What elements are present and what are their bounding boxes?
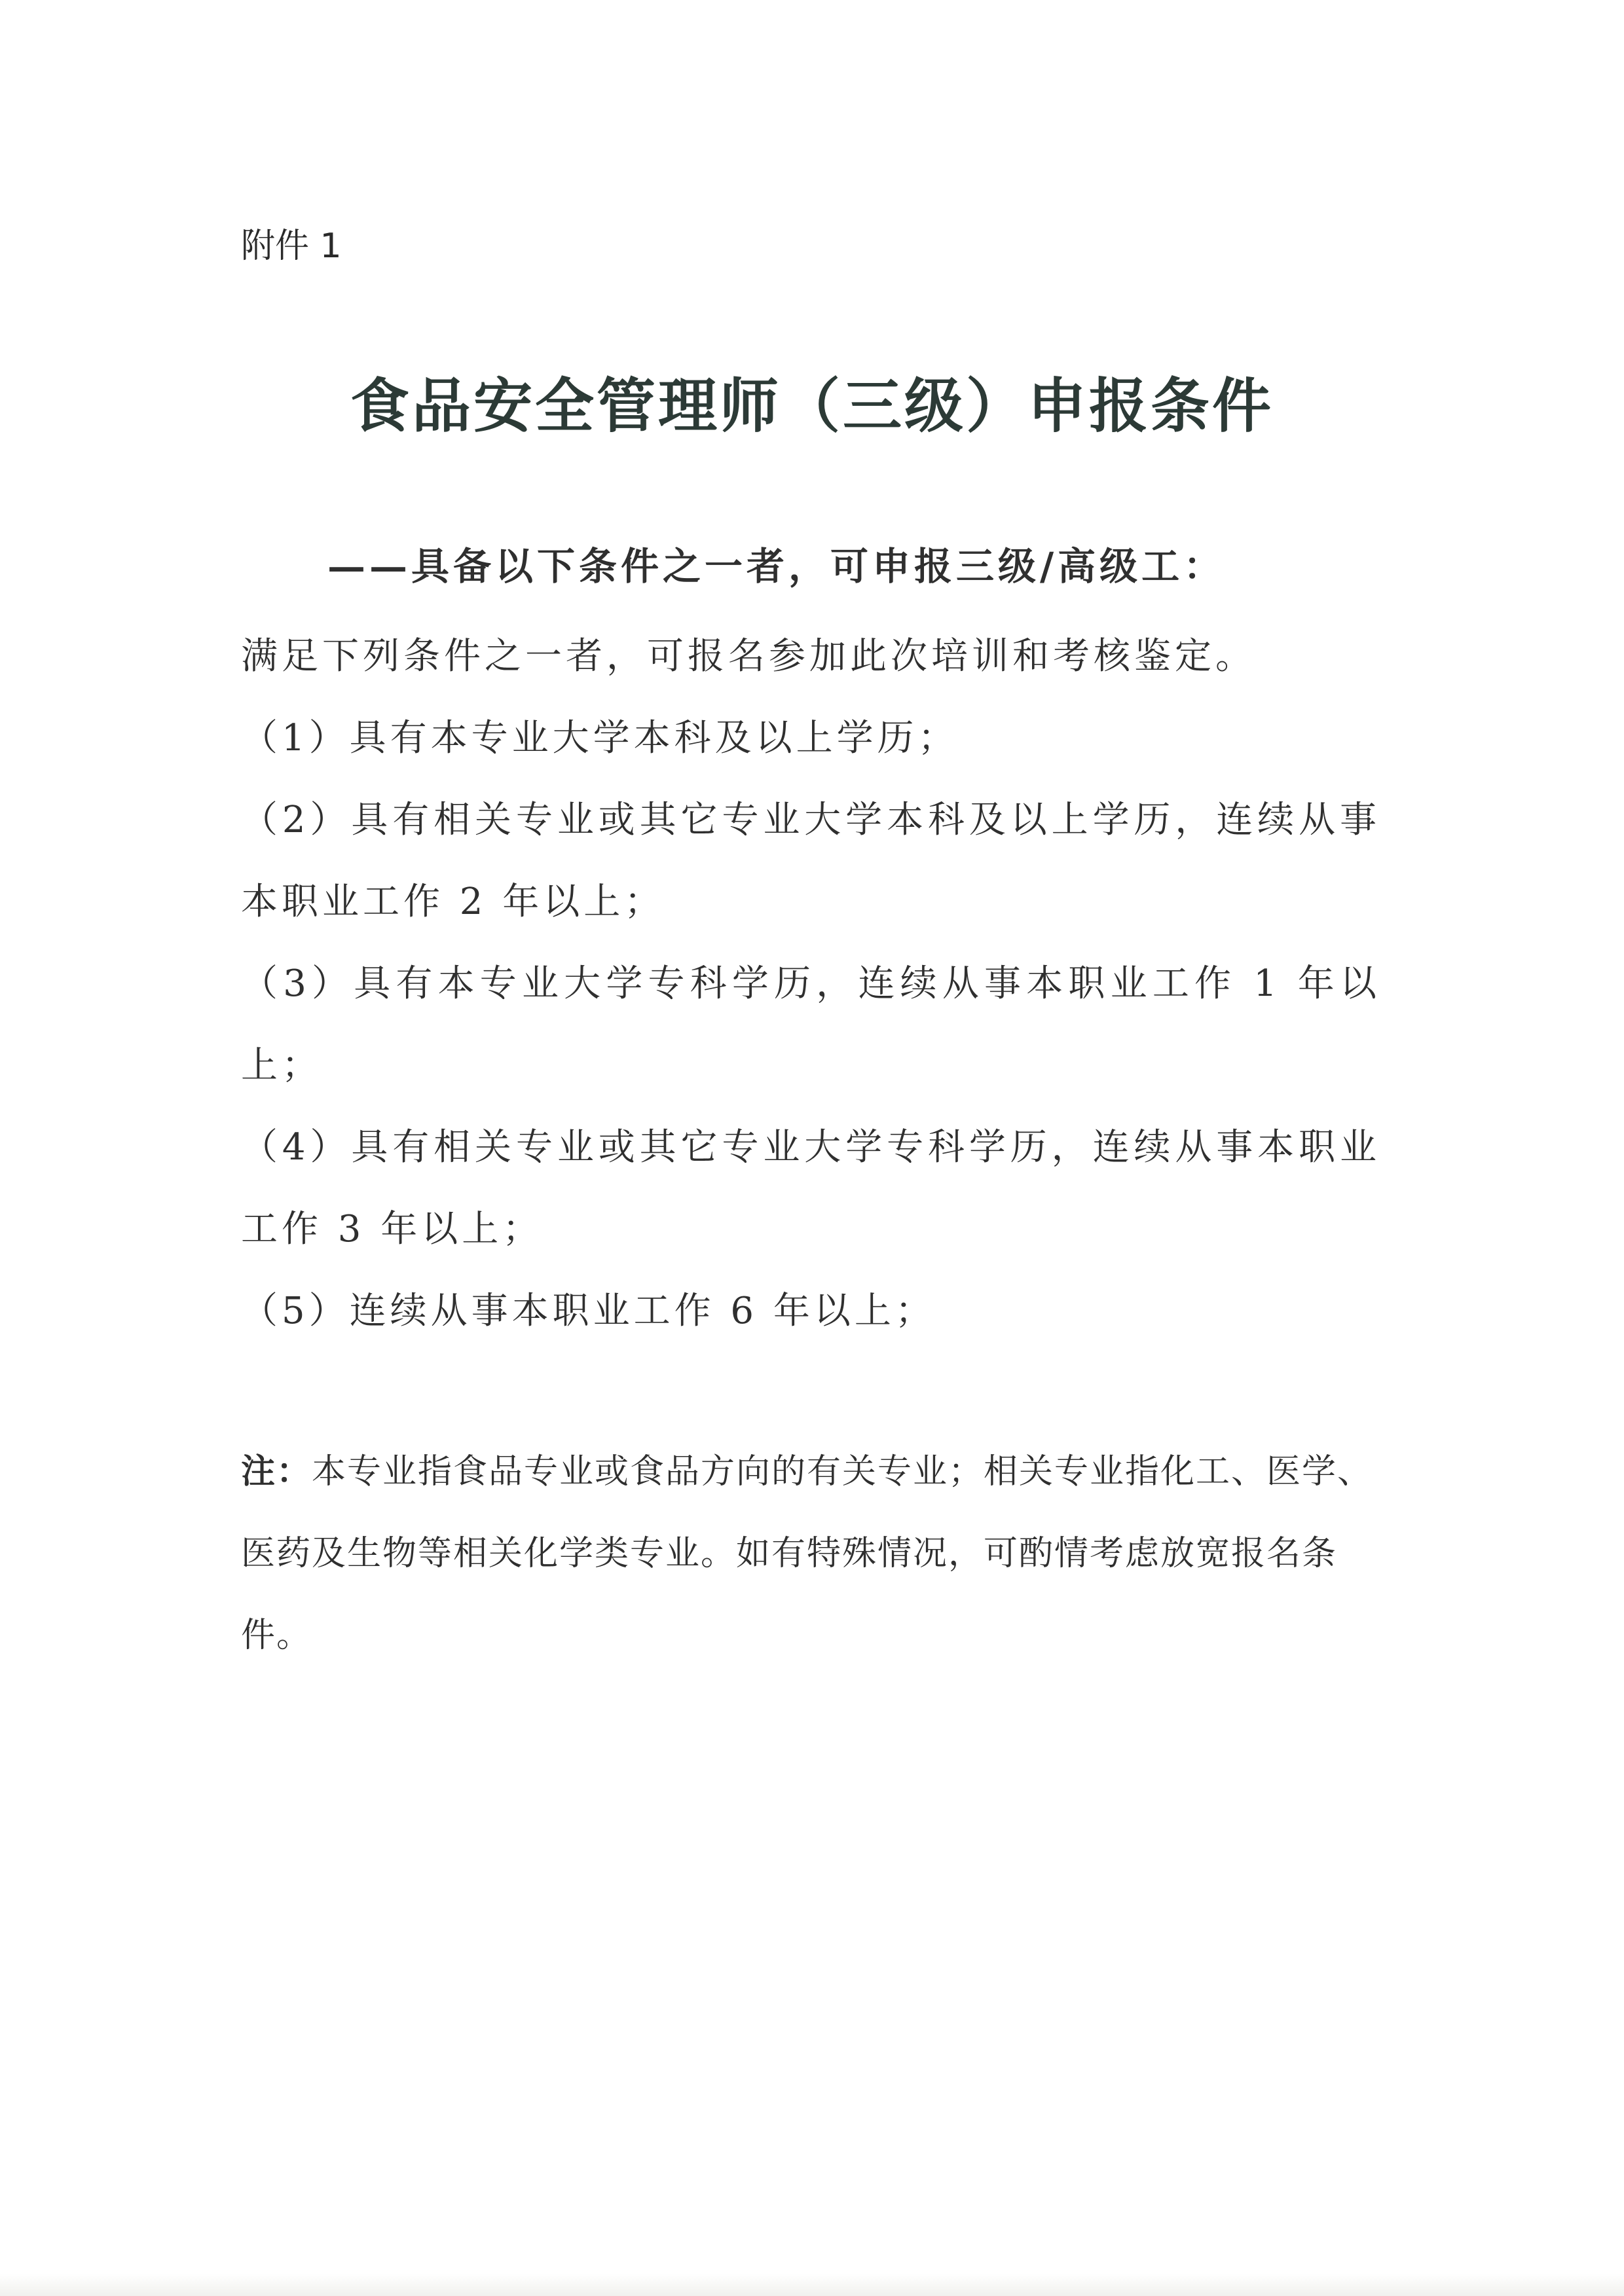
document-subtitle: ——具备以下条件之一者，可申报三级/高级工： xyxy=(327,544,1226,589)
scan-edge xyxy=(0,2274,1624,2296)
condition-item-4: （4）具有相关专业或其它专业大学专科学历，连续从事本职业工作 3 年以上； xyxy=(241,1126,1380,1250)
document-title: 食品安全管理师（三级）申报条件 xyxy=(350,371,1274,441)
condition-item-5: （5）连续从事本职业工作 6 年以上； xyxy=(241,1290,936,1332)
note-text: 本专业指食品专业或食品方向的有关专业；相关专业指化工、医学、医药及生物等相关化学类专业。如有特殊情况，可酌情考虑放宽报名条件。 xyxy=(241,1452,1373,1655)
note-label: 注： xyxy=(241,1451,312,1491)
condition-item-2: （2）具有相关专业或其它专业大学本科及以上学历，连续从事本职业工作 2 年以上； xyxy=(241,799,1380,923)
condition-item-3: （3）具有本专业大学专科学历，连续从事本职业工作 1 年以上； xyxy=(241,962,1380,1087)
condition-item-1: （1）具有本专业大学本科及以上学历； xyxy=(241,717,959,759)
document-body xyxy=(241,615,1380,1352)
attachment-label: 附件 1 xyxy=(241,227,342,266)
note-paragraph xyxy=(241,1430,1393,1677)
intro-paragraph: 满足下列条件之一者，可报名参加此次培训和考核鉴定。 xyxy=(241,635,1256,678)
